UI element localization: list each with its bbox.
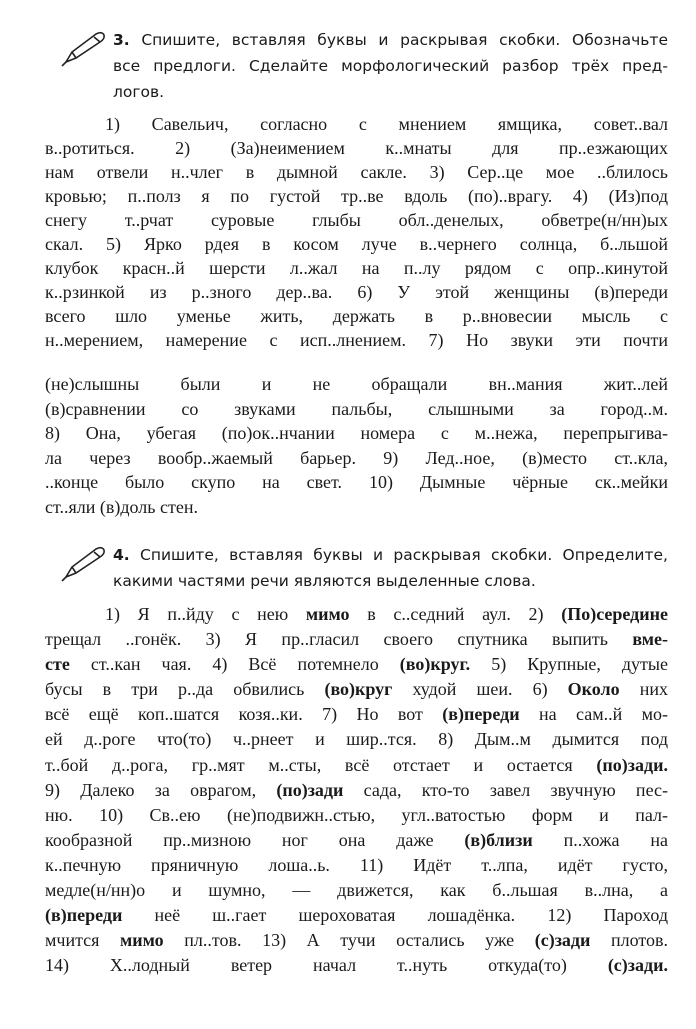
text-segment: (в)сравнении со звуками пальбы, слышными за город..м. (45, 398, 668, 419)
text-segment: ню. 10) Св..ею (не)подвижн..стью, угл..ватостью форм и пал- (45, 804, 668, 825)
text-line (45, 753, 668, 778)
text-segment: к..рзинкой из р..зного дер..ва. 6) У этой женщины (в)переди (45, 282, 668, 302)
heading-line: логов. (113, 83, 165, 101)
pen-icon (58, 28, 108, 68)
text-line (45, 208, 668, 232)
text-segment: медле(н/нн)о и шумно, — движется, как б..льшая в..лна, а (45, 880, 668, 901)
text-line (45, 184, 668, 208)
text-line (45, 828, 668, 853)
text-segment: ст..кан чая. 4) Всё потемнело (69, 654, 400, 675)
text-segment: п..хожа на (532, 829, 668, 850)
text-segment: худой шеи. 6) (392, 679, 568, 700)
text-segment: всё ещё коп..шатся козя..ки. 7) Но вот (45, 704, 443, 725)
highlighted-word: (во)круг. (399, 654, 471, 675)
text-line (45, 853, 668, 878)
text-segment: н..мерением, намерение с исп..лнением. 7) Но звуки эти почти (45, 330, 668, 350)
text-segment: трещал ..гонёк. 3) Я пр..гласил своего спутника выпить (45, 629, 633, 650)
text-segment: неё ш..гает шероховатая лошадёнка. 12) Пароход (122, 905, 668, 926)
text-line (45, 627, 668, 652)
text-segment: 1) Савельич, согласно с мнением ямщика, совет..вал (105, 114, 668, 134)
text-segment: клубок красн..й шерсти л..жал на п..лу рядом с опр..кинутой (45, 258, 668, 278)
highlighted-word: (с)зади (534, 930, 591, 951)
text-segment: 14) Х..лодный ветер начал т..нуть откуда(то) (45, 955, 608, 976)
exercise-4-text (45, 602, 668, 978)
text-segment: ей д..роге что(то) ч..рнеет и шир..тся. 8) Дым..м дымится под (45, 729, 668, 750)
text-line (45, 421, 668, 446)
highlighted-word: (по)зади (276, 779, 344, 800)
text-line (45, 160, 668, 184)
text-segment: мчится (45, 930, 121, 951)
text-line (45, 232, 668, 256)
text-segment: ..конце было скупо на свет. 10) Дымные чёрные ск..мейки (45, 472, 668, 493)
text-segment: к..печную пряничную лоша..ь. 11) Идёт т..лпа, идёт густо, (45, 854, 668, 875)
heading-line: Спишите, вставляя буквы и раскрывая скобки. Определите, (140, 546, 668, 564)
text-line (45, 677, 668, 702)
text-segment: кровью; п..полз я по густой тр..ве вдоль (по)..врагу. 4) (Из)под (45, 186, 668, 206)
text-segment: снегу т..рчат суровые глыбы обл..денелых, обветре(н/нн)ых (45, 210, 668, 230)
text-line (45, 727, 668, 752)
text-line (45, 953, 668, 978)
text-line (45, 652, 668, 677)
text-segment: (не)слышны были и не обращали вн..мания жит..лей (45, 374, 668, 394)
highlighted-word: (с)зади. (607, 955, 668, 976)
text-line (45, 495, 668, 520)
text-line (45, 372, 668, 397)
highlighted-word: (в)близи (464, 829, 533, 850)
text-line (45, 304, 668, 328)
exercise-3-text-block-1 (45, 112, 668, 352)
text-line (45, 397, 668, 422)
text-line (45, 328, 668, 352)
text-line (45, 903, 668, 928)
text-segment: пл..тов. 13) А тучи остались уже (163, 930, 535, 951)
heading-line: Спишите, вставляя буквы и раскрывая скобки. Обозначьте (141, 31, 668, 49)
text-line (45, 803, 668, 828)
heading-line: все предлоги. Сделайте морфологический разбор трёх пред- (113, 57, 668, 75)
highlighted-word: (во)круг (324, 679, 393, 700)
text-segment: ла через вообр..жаемый барьер. 9) Лед..ное, (в)место ст..кла, (45, 447, 668, 468)
text-line (45, 878, 668, 903)
exercise-3-text-block-2 (45, 372, 668, 520)
text-segment: бусы в три р..да обвились (45, 679, 325, 700)
text-segment: ст..яли (в)доль стен. (45, 496, 198, 517)
text-segment: в с..седний аул. 2) (349, 604, 562, 624)
highlighted-word: (в)переди (442, 704, 520, 725)
text-segment: в..ротиться. 2) (За)неимением к..мнаты для пр..езжающих (45, 138, 668, 158)
highlighted-word: мимо (305, 604, 350, 624)
highlighted-word: (По)середине (561, 604, 668, 624)
text-segment: них (619, 679, 668, 700)
text-segment: т..бой д..рога, гр..мят м..сты, всё отстает и остается (45, 754, 597, 775)
text-segment: 5) Крупные, дутые (470, 654, 668, 675)
highlighted-word: мимо (120, 930, 164, 951)
text-segment: плотов. (590, 930, 668, 951)
text-line (45, 446, 668, 471)
exercise-number: 3. (113, 31, 130, 49)
exercise-number: 4. (113, 546, 130, 564)
highlighted-word: (в)переди (45, 905, 123, 926)
text-line (45, 136, 668, 160)
text-line (45, 602, 668, 627)
text-line (45, 702, 668, 727)
text-segment: всего шло уменье жить, держать в р..вновесии мысль с (45, 306, 668, 326)
text-segment: кообразной пр..мизною ног она даже (45, 829, 465, 850)
heading-line: какими частями речи являются выделенные слова. (113, 572, 536, 590)
exercise-3-heading (113, 27, 668, 105)
pen-icon (58, 543, 108, 583)
exercise-4-heading (113, 542, 668, 594)
text-segment: на сам..й мо- (519, 704, 668, 725)
text-line (45, 778, 668, 803)
highlighted-word: вме- (632, 629, 668, 650)
highlighted-word: Около (567, 679, 620, 700)
text-segment: 9) Далеко за оврагом, (45, 779, 277, 800)
text-line (45, 256, 668, 280)
text-line (45, 928, 668, 953)
text-line (45, 112, 668, 136)
text-segment: скал. 5) Ярко рдея в косом луче в..чернего солнца, б..льшой (45, 234, 668, 254)
text-line (45, 470, 668, 495)
highlighted-word: сте (45, 654, 70, 675)
highlighted-word: (по)зади. (596, 754, 668, 775)
text-segment: сада, кто-то завел звучную пес- (343, 779, 668, 800)
text-segment: нам отвели н..члег в дымной сакле. 3) Сер..це мое ..блилось (45, 162, 668, 182)
text-line (45, 280, 668, 304)
text-segment: 8) Она, убегая (по)ок..нчании номера с м..нежа, перепрыгива- (45, 423, 668, 444)
text-segment: 1) Я п..йду с нею (105, 604, 306, 624)
